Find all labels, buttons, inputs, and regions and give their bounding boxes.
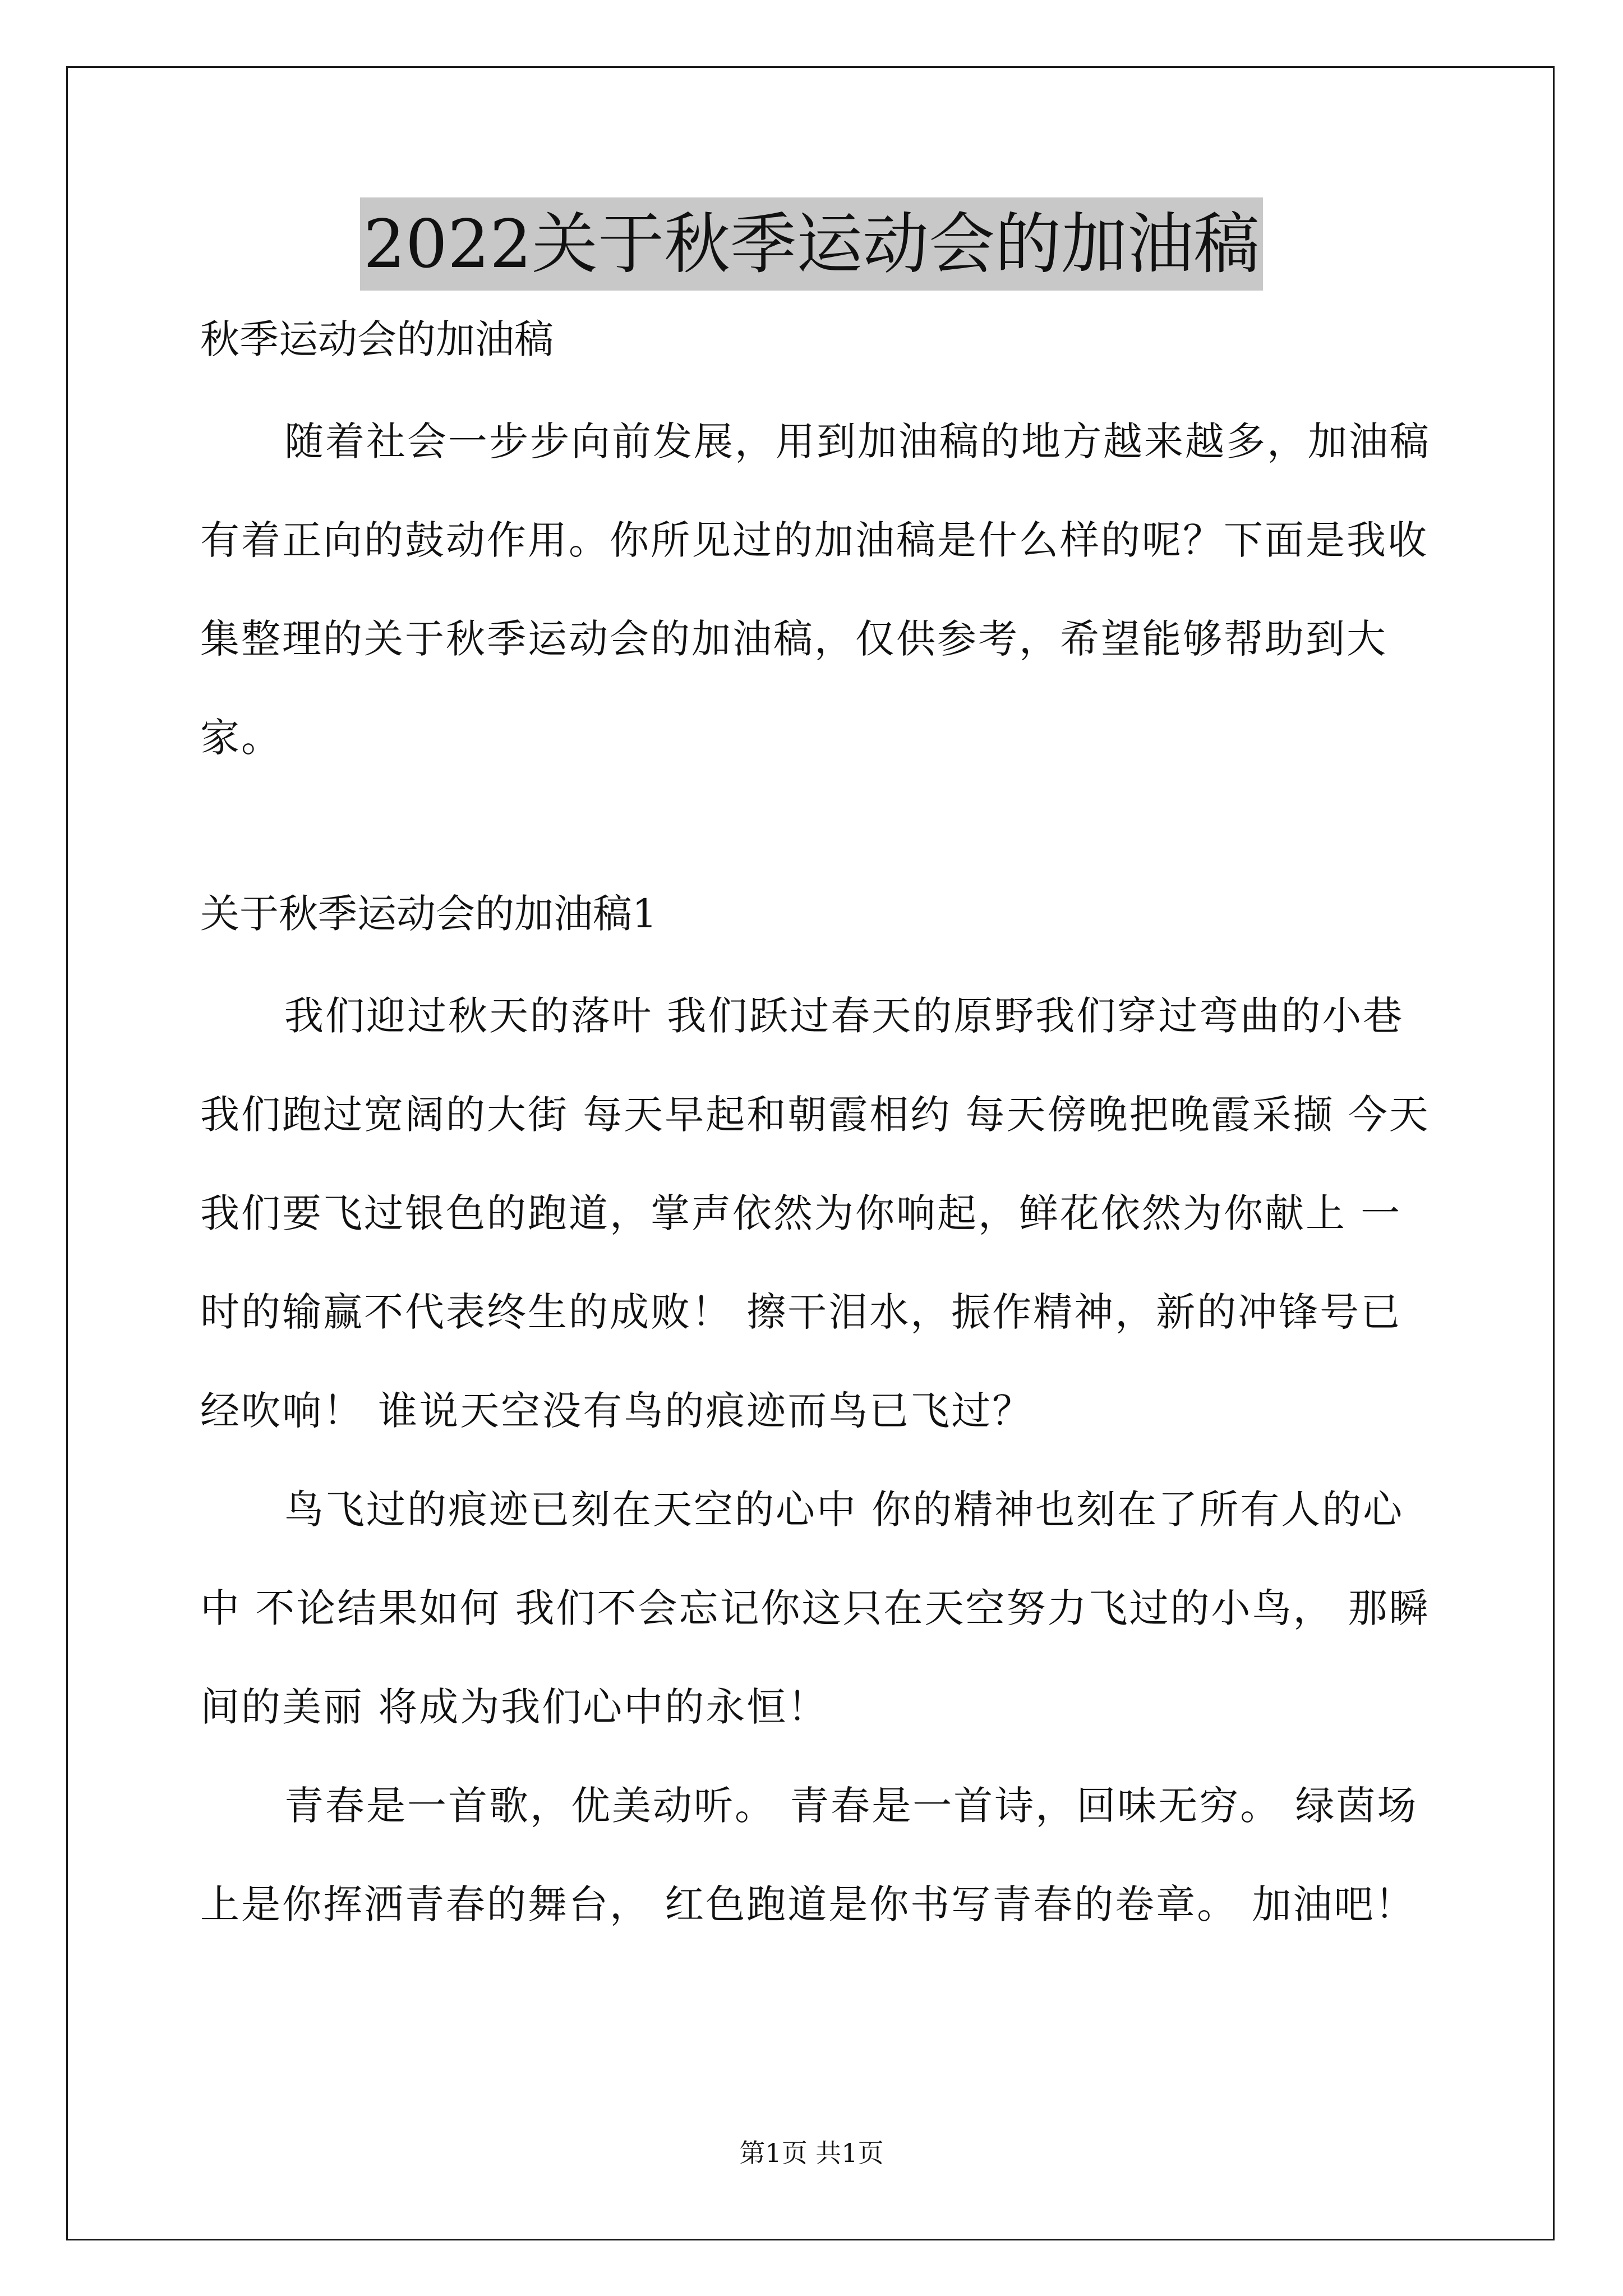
document-body — [200, 311, 1431, 1954]
intro-heading: 秋季运动会的加油稿 — [200, 316, 554, 362]
page-footer: 第1页 共1页 — [739, 2138, 884, 2168]
title-container — [0, 197, 1623, 291]
section-paragraph: 我们迎过秋天的落叶 我们跃过春天的原野我们穿过弯曲的小巷 我们跑过宽阔的大街 每天早起和朝霞相约 每天傍晚把晚霞采撷 今天我们要飞过银色的跑道，掌声依然为你响起，鲜花依然为你献上 一时的输赢不代表终生的成败！ 擦干泪水，振作精神，新的冲锋号已经吹响！ 谁说天空没有鸟的痕迹而鸟已飞过？ — [200, 993, 1430, 1434]
intro-paragraph: 随着社会一步步向前发展，用到加油稿的地方越来越多，加油稿有着正向的鼓动作用。你所见过的加油稿是什么样的呢？下面是我收集整理的关于秋季运动会的加油稿，仅供参考，希望能够帮助到大家。 — [200, 418, 1431, 761]
document-title: 2022关于秋季运动会的加油稿 — [360, 197, 1263, 291]
section-paragraph: 青春是一首歌，优美动听。 青春是一首诗，回味无穷。 绿茵场上是你挥洒青春的舞台， 红色跑道是你书写青春的卷章。 加油吧！ — [200, 1783, 1418, 1927]
section-heading: 关于秋季运动会的加油稿1 — [200, 891, 657, 937]
section-paragraph: 鸟飞过的痕迹已刻在天空的心中 你的精神也刻在了所有人的心中 不论结果如何 我们不会忘记你这只在天空努力飞过的小鸟， 那瞬间的美丽 将成为我们心中的永恒！ — [200, 1487, 1430, 1730]
